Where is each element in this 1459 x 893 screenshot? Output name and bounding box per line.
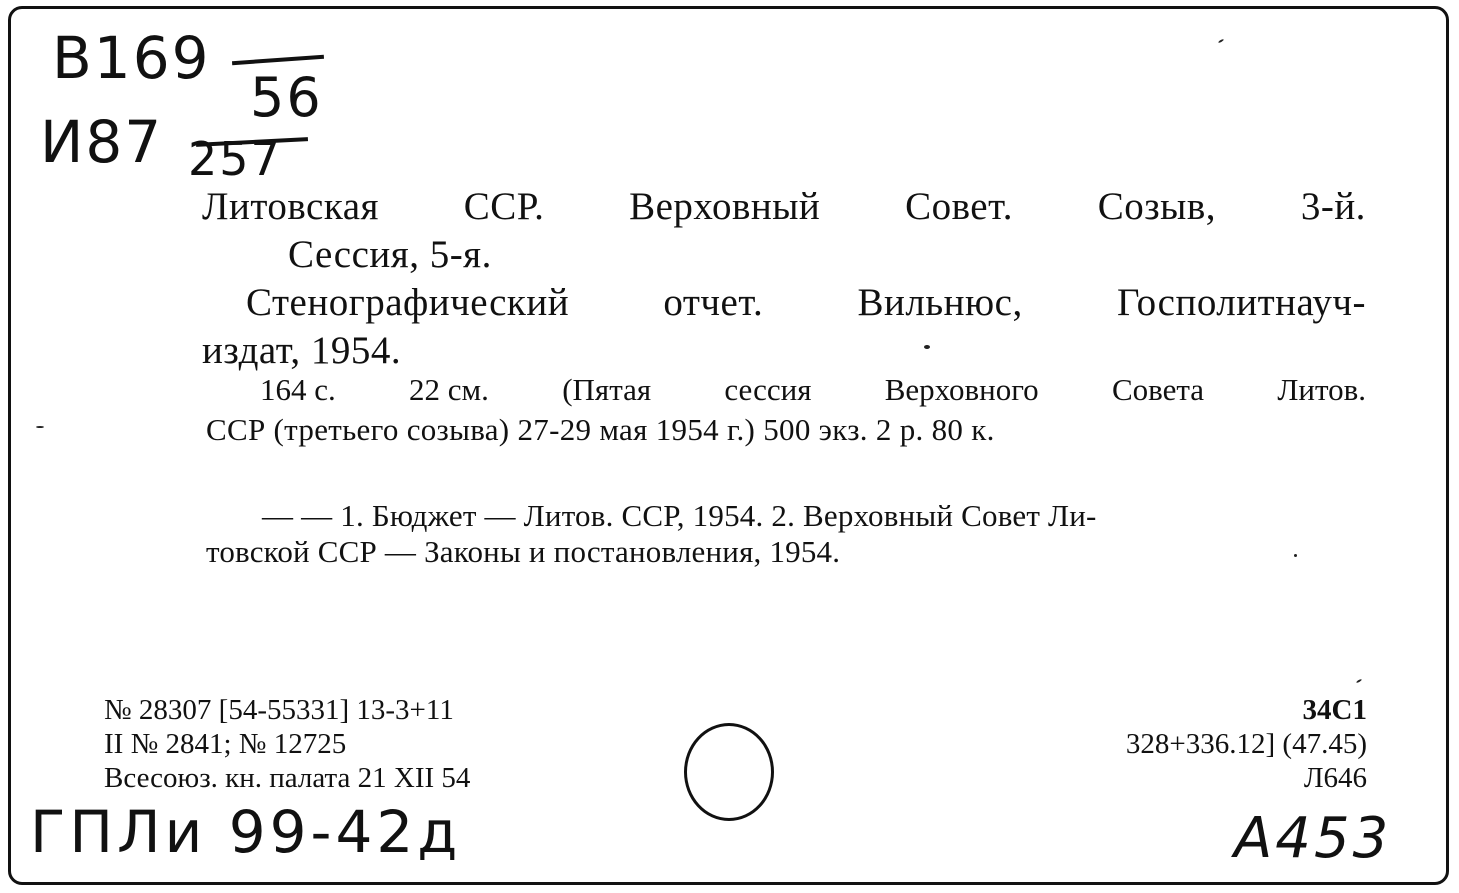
speck (1294, 554, 1297, 557)
description-word: Верховного (884, 372, 1039, 407)
handwritten-call-number-top-fraction: 56 (250, 66, 323, 129)
handwritten-call-number-top: B169 (52, 24, 211, 92)
speck (36, 426, 44, 428)
heading-line-1 (202, 184, 1366, 229)
handwritten-call-number-middle: И87 (40, 108, 164, 176)
footer-left-line-2: II № 2841; № 12725 (104, 728, 347, 760)
punch-hole-circle (684, 723, 774, 821)
heading-word: Созыв, (1097, 185, 1217, 228)
description-word: Совета (1111, 372, 1205, 407)
heading-word: 3-й. (1300, 185, 1366, 228)
title-line-2: издат, 1954. (202, 329, 402, 372)
description-word: Литов. (1277, 372, 1366, 407)
footer-right-line-2: 328+336.12] (47.45) (1125, 728, 1367, 760)
footer-right-line-3: Л646 (1303, 762, 1367, 794)
description-word: 22 см. (409, 372, 489, 407)
subjects-line-1: — — 1. Бюджет — Литов. ССР, 1954. 2. Верховный Совет Ли- (262, 498, 1097, 533)
speck (924, 345, 930, 349)
footer-left-line-1: № 28307 [54-55331] 13-3+11 (104, 694, 454, 726)
heading-line-2: Сессия, 5-я. (288, 233, 492, 276)
description-line-2: ССР (третьего созыва) 27-29 мая 1954 г.) 500 экз. 2 р. 80 к. (206, 412, 995, 447)
heading-word: Совет. (905, 185, 1013, 228)
title-word: Госполитнауч- (1117, 281, 1366, 324)
heading-word: ССР. (463, 185, 545, 228)
description-line-1 (260, 372, 1366, 408)
footer-left-line-3: Всесоюз. кн. палата 21 XII 54 (104, 762, 471, 794)
title-line-1 (246, 280, 1366, 325)
title-word: Вильнюс, (857, 281, 1023, 324)
footer-right-line-1: 34С1 (1302, 694, 1367, 726)
description-word: сессия (724, 372, 812, 407)
heading-word: Литовская (202, 185, 379, 228)
description-word: (Пятая (562, 372, 652, 407)
subjects-line-2: товской ССР — Законы и постановления, 1954. (206, 534, 841, 569)
handwritten-inventory-bottom-right: А453 (1234, 806, 1392, 871)
heading-word: Верховный (629, 185, 821, 228)
handwritten-call-number-middle-fraction: 257 (188, 132, 282, 186)
title-word: отчет. (663, 281, 764, 324)
title-word: Стенографический (246, 281, 570, 324)
handwritten-shelf-mark-bottom-left: ГПЛи 99-42д (30, 798, 462, 866)
description-word: 164 с. (260, 372, 336, 407)
